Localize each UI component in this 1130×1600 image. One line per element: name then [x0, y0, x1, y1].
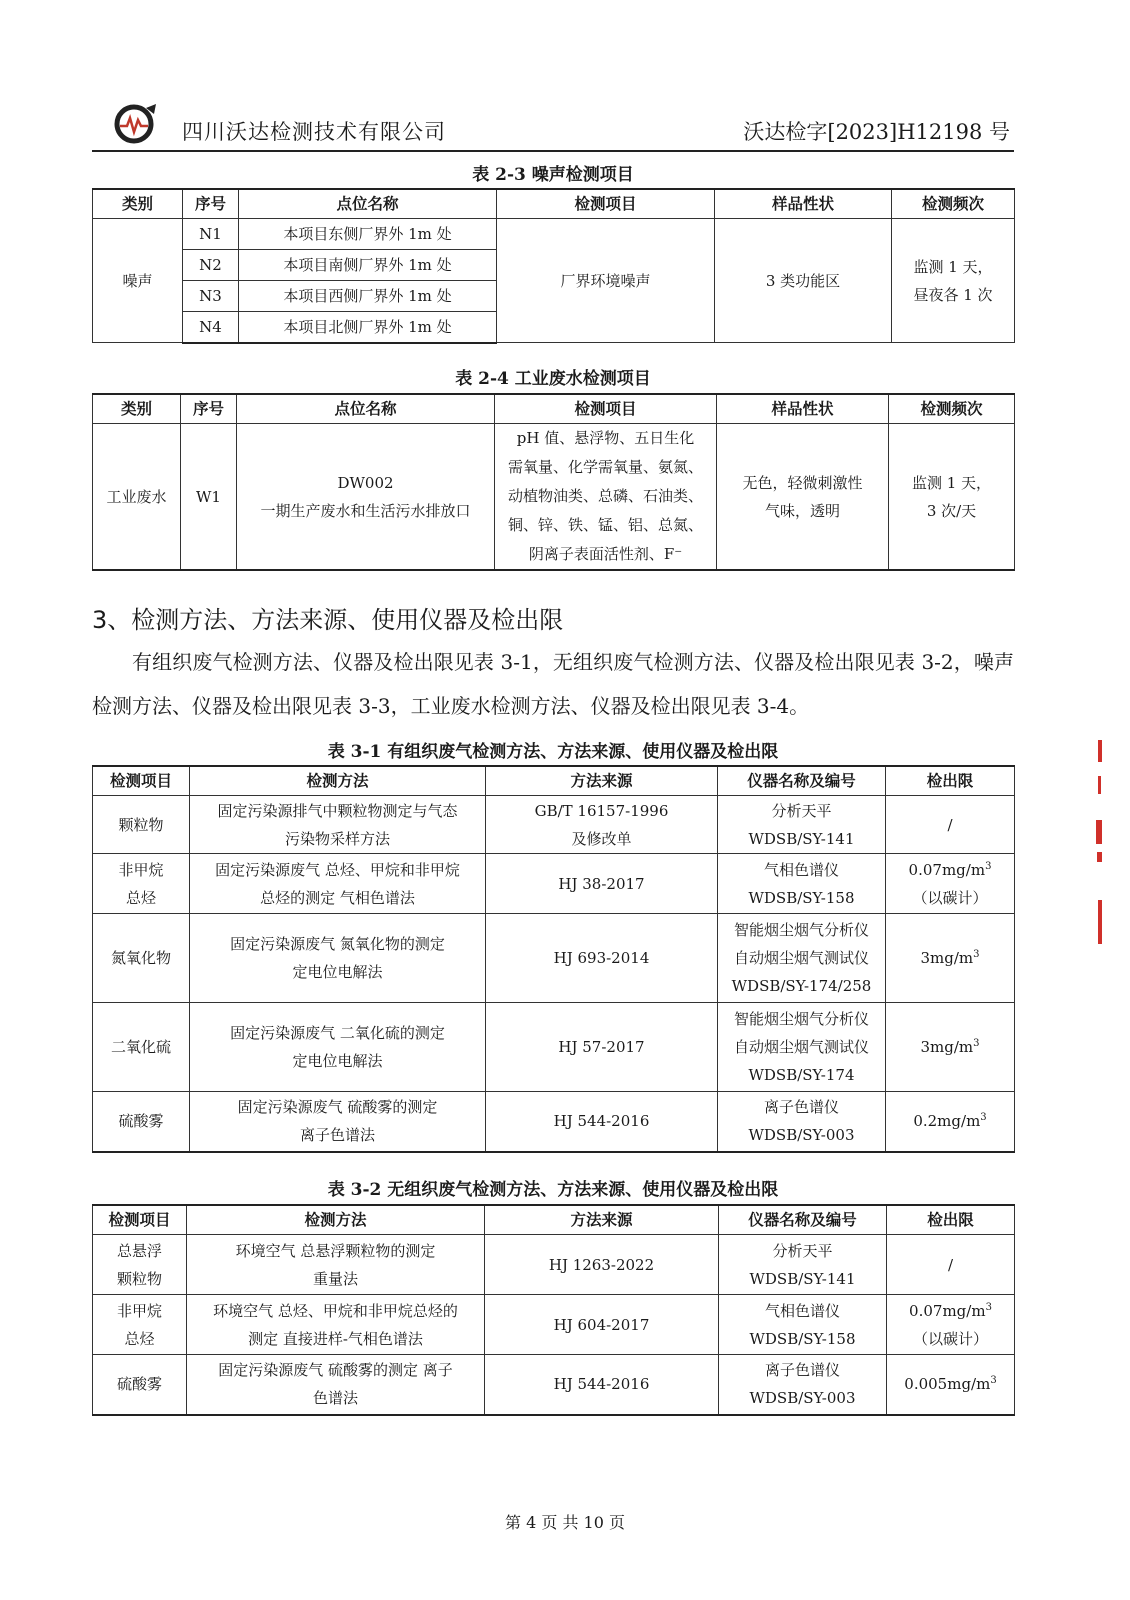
table-row: [93, 1235, 1015, 1295]
source-cell: [486, 854, 718, 914]
instrument-cell: [719, 1235, 887, 1295]
method-cell: [187, 1235, 485, 1295]
test-item-line: 硫酸雾: [118, 1112, 164, 1131]
category-cell: 噪声: [93, 219, 183, 343]
test-items-line: pH 值、悬浮物、五日生化: [516, 429, 695, 447]
table-row: [93, 424, 1015, 571]
detection-limit-value: /: [947, 1255, 954, 1274]
instrument-line: WDSB/SY-003: [749, 1389, 856, 1408]
method-line: 定电位电解法: [292, 963, 383, 981]
site-name-cell: 本项目南侧厂界外 1m 处: [239, 250, 497, 281]
column-header: 检测项目: [93, 1205, 187, 1235]
source-line: HJ 544-2016: [553, 1375, 650, 1394]
frequency-cell: [889, 424, 1015, 571]
instrument-cell: [718, 1003, 886, 1092]
detection-limit-cell: [886, 914, 1015, 1003]
detection-limit-cell: [886, 1092, 1015, 1152]
method-line: 固定污染源废气 总烃、甲烷和非甲烷: [215, 860, 460, 879]
section-heading: 3、检测方法、方法来源、使用仪器及检出限: [92, 606, 564, 634]
method-line: 定电位电解法: [292, 1052, 383, 1070]
method-line: 固定污染源废气 氮氧化物的测定: [230, 935, 445, 953]
column-header: 检出限: [886, 766, 1015, 796]
method-line: 环境空气 总烃、甲烷和非甲烷总烃的: [213, 1301, 458, 1320]
method-line: 固定污染源废气 硫酸雾的测定: [237, 1098, 438, 1117]
source-cell: [485, 1235, 719, 1295]
detection-limit-value: /: [947, 815, 953, 834]
table-3-2-caption: 表 3-2 无组织废气检测方法、方法来源、使用仪器及检出限: [327, 1180, 779, 1200]
column-header: 序号: [181, 394, 237, 424]
method-line: 环境空气 总悬浮颗粒物的测定: [235, 1241, 436, 1260]
instrument-line: WDSB/SY-174/258: [731, 977, 872, 995]
method-line: 总烃的测定 气相色谱法: [260, 888, 415, 907]
source-cell: [486, 796, 718, 854]
sample-line: 气味，透明: [764, 501, 840, 520]
detection-limit-value: $3mg/m^3$: [920, 949, 980, 967]
source-line: HJ 38-2017: [558, 874, 645, 893]
column-header: 检测方法: [190, 766, 486, 796]
seal-edge-marks: [1094, 740, 1108, 980]
table-row: [93, 1355, 1015, 1415]
company-logo-icon: [112, 102, 160, 146]
method-cell: [190, 1092, 486, 1152]
detection-limit-cell: [886, 854, 1015, 914]
instrument-line: WDSB/SY-003: [748, 1126, 855, 1145]
sample-line: 无色，轻微刺激性: [742, 473, 863, 492]
test-item-line: 硫酸雾: [116, 1375, 162, 1394]
table-2-4-caption: 表 2-4 工业废水检测项目: [455, 369, 651, 389]
column-header: 检测频次: [889, 394, 1015, 424]
test-item-cell: [93, 796, 190, 854]
frequency-line: 监测 1 天，: [911, 473, 992, 492]
document-number: 沃达检字[2023]H12198 号: [743, 120, 1010, 144]
table-3-1: [92, 765, 1015, 1153]
column-header: 方法来源: [485, 1205, 719, 1235]
unit-superscript: 3: [990, 1375, 997, 1387]
column-header: 仪器名称及编号: [718, 766, 886, 796]
instrument-line: WDSB/SY-158: [748, 888, 855, 907]
method-line: 重量法: [312, 1269, 358, 1288]
instrument-line: 分析天平: [771, 801, 832, 820]
column-header: 检测项目: [497, 189, 715, 219]
method-line: 固定污染源废气 二氧化硫的测定: [230, 1024, 445, 1042]
site-name-cell: 本项目西侧厂界外 1m 处: [239, 281, 497, 312]
table-row: [93, 854, 1015, 914]
table-header-row: [93, 766, 1015, 796]
method-cell: [187, 1355, 485, 1415]
instrument-line: 自动烟尘烟气测试仪: [733, 1038, 869, 1056]
instrument-line: 智能烟尘烟气分析仪: [733, 1010, 869, 1028]
test-item-line: 总悬浮: [116, 1241, 162, 1260]
detection-limit-value: $0.07mg/m^3$: [908, 860, 992, 879]
column-header: 检测方法: [187, 1205, 485, 1235]
frequency-line: 监测 1 天，: [913, 257, 993, 276]
table-2-3-caption: 表 2-3 噪声检测项目: [472, 165, 634, 185]
source-line: 及修改单: [571, 829, 632, 848]
method-line: 离子色谱法: [299, 1126, 375, 1145]
test-item-cell: 厂界环境噪声: [497, 219, 715, 343]
test-item-line: 颗粒物: [116, 1269, 162, 1288]
method-cell: [190, 796, 486, 854]
test-items-cell: [495, 424, 717, 571]
instrument-line: 离子色谱仪: [763, 1098, 839, 1117]
detection-limit-cell: [887, 1295, 1015, 1355]
site-name-cell: [237, 424, 495, 571]
detection-limit-cell: [887, 1355, 1015, 1415]
method-line: 色谱法: [312, 1389, 358, 1408]
source-cell: [486, 914, 718, 1003]
source-cell: [485, 1355, 719, 1415]
instrument-line: 气相色谱仪: [763, 860, 839, 879]
detection-limit-value: $0.07mg/m^3$: [909, 1301, 992, 1320]
method-line: 污染物采样方法: [284, 829, 390, 848]
instrument-cell: [718, 914, 886, 1003]
test-item-cell: [93, 1235, 187, 1295]
column-header: 点位名称: [239, 189, 497, 219]
detection-limit-note: （以碳计）: [912, 888, 988, 907]
site-name-cell: 本项目东侧厂界外 1m 处: [239, 219, 497, 250]
site-no-cell: W1: [181, 424, 237, 571]
method-line: 固定污染源排气中颗粒物测定与气态: [217, 801, 458, 820]
method-cell: [187, 1295, 485, 1355]
table-3-2: [92, 1204, 1015, 1416]
table-row: [93, 796, 1015, 854]
frequency-line: 昼夜各 1 次: [913, 285, 993, 304]
column-header: 仪器名称及编号: [719, 1205, 887, 1235]
source-cell: [486, 1092, 718, 1152]
column-header: 方法来源: [486, 766, 718, 796]
test-item-line: 二氧化硫: [110, 1038, 171, 1056]
detection-limit-cell: [887, 1235, 1015, 1295]
test-item-line: 总烃: [125, 888, 156, 907]
unit-superscript: 3: [980, 1112, 987, 1124]
test-item-cell: [93, 1355, 187, 1415]
source-line: HJ 544-2016: [553, 1112, 650, 1131]
site-no-cell: N4: [183, 312, 239, 343]
instrument-line: 气相色谱仪: [764, 1301, 840, 1320]
unit-superscript: 3: [973, 949, 980, 960]
table-row: [93, 1003, 1015, 1092]
instrument-cell: [719, 1295, 887, 1355]
instrument-cell: [718, 796, 886, 854]
test-item-line: 非甲烷: [116, 1301, 162, 1320]
instrument-cell: [718, 1092, 886, 1152]
test-items-line: 需氧量、化学需氧量、氨氮、: [507, 458, 703, 476]
site-name-line: DW002: [337, 473, 394, 492]
table-2-4: [92, 393, 1015, 571]
test-item-cell: [93, 1092, 190, 1152]
table-row: [93, 1295, 1015, 1355]
table-header-row: [93, 189, 1015, 219]
method-cell: [190, 914, 486, 1003]
column-header: 样品性状: [715, 189, 892, 219]
instrument-line: 智能烟尘烟气分析仪: [733, 921, 869, 939]
unit-superscript: 3: [973, 1038, 980, 1049]
test-item-line: 颗粒物: [118, 815, 164, 834]
category-cell: 工业废水: [93, 424, 181, 571]
column-header: 类别: [93, 189, 183, 219]
column-header: 检测项目: [93, 766, 190, 796]
column-header: 序号: [183, 189, 239, 219]
sample-cell: 3 类功能区: [715, 219, 892, 343]
source-line: HJ 57-2017: [558, 1038, 645, 1056]
frequency-cell: [892, 219, 1015, 343]
source-line: GB/T 16157-1996: [534, 801, 669, 820]
site-no-cell: N3: [183, 281, 239, 312]
table-row: [93, 219, 1015, 250]
test-item-line: 氮氧化物: [110, 949, 171, 967]
test-items-line: 动植物油类、总磷、石油类、: [507, 487, 703, 505]
test-item-cell: [93, 914, 190, 1003]
source-line: HJ 693-2014: [553, 949, 650, 967]
instrument-line: 离子色谱仪: [764, 1361, 840, 1380]
method-line: 固定污染源废气 硫酸雾的测定 离子: [218, 1361, 453, 1380]
column-header: 检测项目: [495, 394, 717, 424]
instrument-line: WDSB/SY-141: [749, 1269, 856, 1288]
table-3-1-caption: 表 3-1 有组织废气检测方法、方法来源、使用仪器及检出限: [327, 742, 779, 762]
column-header: 检测频次: [892, 189, 1015, 219]
instrument-line: WDSB/SY-141: [748, 829, 855, 848]
table-row: [93, 1092, 1015, 1152]
section-paragraph: 有组织废气检测方法、仪器及检出限见表 3-1，无组织废气检测方法、仪器及检出限见表 3-2，噪声检测方法、仪器及检出限见表 3-3，工业废水检测方法、仪器及检出限见表 3-4。: [92, 650, 1014, 718]
detection-limit-note: （以碳计）: [912, 1329, 988, 1348]
site-no-cell: N1: [183, 219, 239, 250]
instrument-line: WDSB/SY-174: [748, 1066, 855, 1084]
method-cell: [190, 1003, 486, 1092]
instrument-cell: [718, 854, 886, 914]
site-name-line: 一期生产废水和生活污水排放口: [260, 501, 471, 520]
table-row: [93, 914, 1015, 1003]
test-item-cell: [93, 854, 190, 914]
instrument-cell: [719, 1355, 887, 1415]
table-2-3: [92, 188, 1015, 344]
page-footer: 第 4 页 共 10 页: [505, 1513, 625, 1532]
test-item-cell: [93, 1295, 187, 1355]
frequency-line: 3 次/天: [926, 501, 977, 520]
test-item-line: 非甲烷: [118, 860, 164, 879]
column-header: 检出限: [887, 1205, 1015, 1235]
site-no-cell: N2: [183, 250, 239, 281]
company-name: 四川沃达检测技术有限公司: [182, 120, 446, 144]
test-item-line: 总烃: [124, 1329, 155, 1348]
method-line: 测定 直接进样-气相色谱法: [248, 1329, 423, 1348]
detection-limit-value: $3mg/m^3$: [920, 1038, 980, 1056]
detection-limit-value: $0.2mg/m^3$: [913, 1112, 987, 1131]
table-header-row: [93, 394, 1015, 424]
site-name-cell: 本项目北侧厂界外 1m 处: [239, 312, 497, 343]
source-line: HJ 1263-2022: [548, 1255, 655, 1274]
column-header: 样品性状: [717, 394, 889, 424]
column-header: 点位名称: [237, 394, 495, 424]
test-items-line: 铜、锌、铁、锰、铝、总氮、: [507, 516, 703, 534]
detection-limit-cell: [886, 1003, 1015, 1092]
sample-cell: [717, 424, 889, 571]
column-header: 类别: [93, 394, 181, 424]
unit-superscript: 3: [985, 860, 992, 872]
source-cell: [486, 1003, 718, 1092]
source-line: HJ 604-2017: [553, 1315, 650, 1334]
table-header-row: [93, 1205, 1015, 1235]
test-items-line: 阴离子表面活性剂、F⁻: [528, 545, 683, 563]
instrument-line: 分析天平: [772, 1241, 833, 1260]
unit-superscript: 3: [985, 1301, 992, 1313]
method-cell: [190, 854, 486, 914]
source-cell: [485, 1295, 719, 1355]
test-item-cell: [93, 1003, 190, 1092]
page-header: [92, 100, 1014, 152]
instrument-line: 自动烟尘烟气测试仪: [733, 949, 869, 967]
detection-limit-cell: [886, 796, 1015, 854]
instrument-line: WDSB/SY-158: [749, 1329, 856, 1348]
detection-limit-value: $0.005mg/m^3$: [904, 1375, 997, 1394]
